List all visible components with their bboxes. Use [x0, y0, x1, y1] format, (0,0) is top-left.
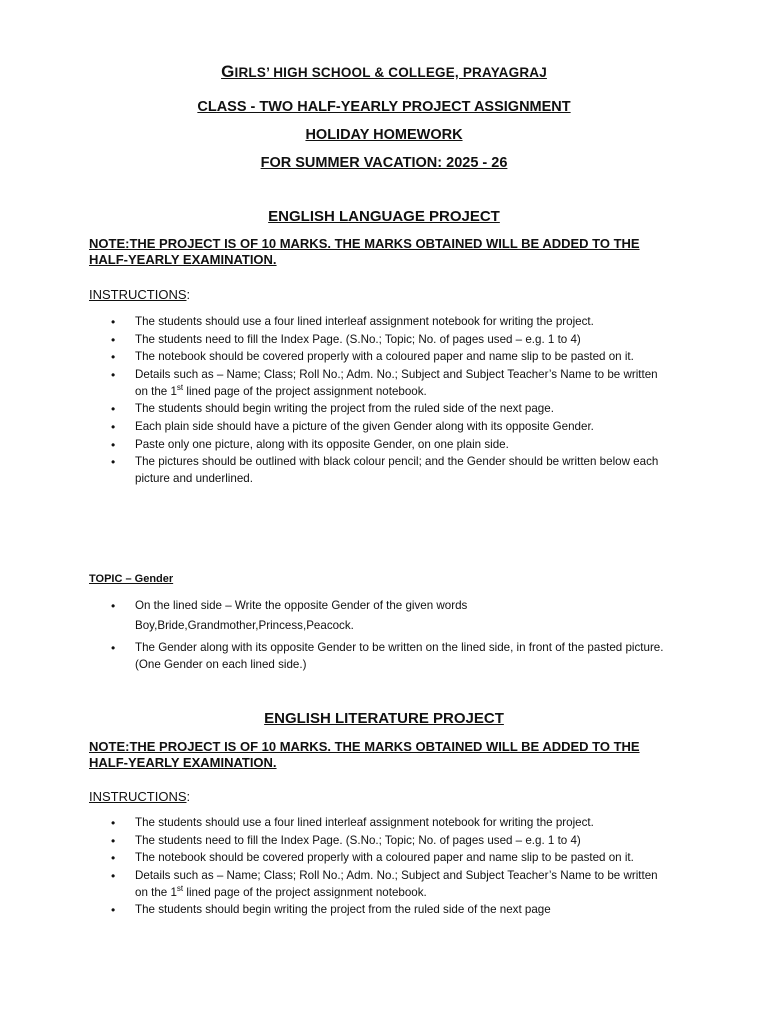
details-superscript: st: [176, 883, 184, 893]
details-text-end: lined page of the project assignment notebook.: [183, 885, 427, 899]
language-instructions-list: [0, 314, 667, 489]
details-text: Details such as – Name; Class; Roll No.; Adm. No.; Subject and Subject Teacher’s Name to be written on the 1: [135, 368, 658, 398]
literature-instructions-label: INSTRUCTIONS: [89, 789, 187, 804]
list-item: • Each plain side should have a picture of the given Gender along with its opposite Gender.: [0, 419, 667, 436]
school-name-initial: G: [221, 62, 235, 81]
school-name: [0, 62, 768, 82]
literature-instructions-heading: [89, 789, 190, 804]
list-item: • The notebook should be covered properly with a coloured paper and name slip to be pasted on it.: [0, 850, 667, 867]
literature-instructions-list: [0, 815, 667, 920]
list-item: • The students need to fill the Index Page. (S.No.; Topic; No. of pages used – e.g. 1 to 4): [0, 332, 667, 349]
topic-words: Boy,Bride,Grandmother,Princess,Peacock.: [135, 619, 354, 632]
list-item: • On the lined side – Write the opposite Gender of the given words: [0, 598, 667, 615]
list-item: • The students should begin writing the project from the ruled side of the next page.: [0, 401, 667, 418]
literature-section-title: ENGLISH LITERATURE PROJECT: [264, 710, 504, 727]
list-item: • The notebook should be covered properly with a coloured paper and name slip to be pasted on it.: [0, 349, 667, 366]
language-section-title: ENGLISH LANGUAGE PROJECT: [268, 208, 500, 225]
details-text-end: lined page of the project assignment notebook.: [183, 384, 427, 398]
homework-heading: HOLIDAY HOMEWORK: [305, 127, 463, 143]
topic-list-1: [0, 598, 667, 616]
list-item: • The students should use a four lined interleaf assignment notebook for writing the project.: [0, 815, 667, 832]
class-heading: CLASS - TWO HALF-YEARLY PROJECT ASSIGNMENT: [197, 99, 571, 115]
list-item: • The pictures should be outlined with black colour pencil; and the Gender should be written below each picture and underlined.: [0, 454, 667, 487]
details-superscript: st: [176, 382, 184, 392]
list-item: • Paste only one picture, along with its opposite Gender, on one plain side.: [0, 437, 667, 454]
list-item: [0, 367, 667, 400]
language-note: NOTE:THE PROJECT IS OF 10 MARKS. THE MARKS OBTAINED WILL BE ADDED TO THE HALF-YEARLY EXAMINATION.: [89, 236, 640, 267]
list-item: [0, 868, 667, 901]
list-item: • The students need to fill the Index Page. (S.No.; Topic; No. of pages used – e.g. 1 to 4): [0, 833, 667, 850]
literature-instructions-colon: :: [186, 789, 191, 804]
literature-note: NOTE:THE PROJECT IS OF 10 MARKS. THE MARKS OBTAINED WILL BE ADDED TO THE HALF-YEARLY EXAMINATION.: [89, 739, 640, 770]
details-text: Details such as – Name; Class; Roll No.; Adm. No.; Subject and Subject Teacher’s Name to be written on the 1: [135, 869, 658, 899]
language-instructions-heading: [89, 287, 190, 302]
list-item: • The Gender along with its opposite Gender to be written on the lined side, in front of the pasted picture. (One Gender on each lined side.): [0, 640, 667, 673]
language-instructions-colon: :: [186, 287, 191, 302]
list-item: • The students should begin writing the project from the ruled side of the next page: [0, 902, 667, 919]
vacation-heading: FOR SUMMER VACATION: 2025 - 26: [260, 155, 508, 171]
school-name-rest: IRLS’ HIGH SCHOOL & COLLEGE, PRAYAGRAJ: [234, 65, 547, 80]
list-item: • The students should use a four lined interleaf assignment notebook for writing the project.: [0, 314, 667, 331]
topic-heading: TOPIC – Gender: [89, 573, 174, 585]
language-instructions-label: INSTRUCTIONS: [89, 287, 187, 302]
topic-list-2: [0, 640, 667, 674]
